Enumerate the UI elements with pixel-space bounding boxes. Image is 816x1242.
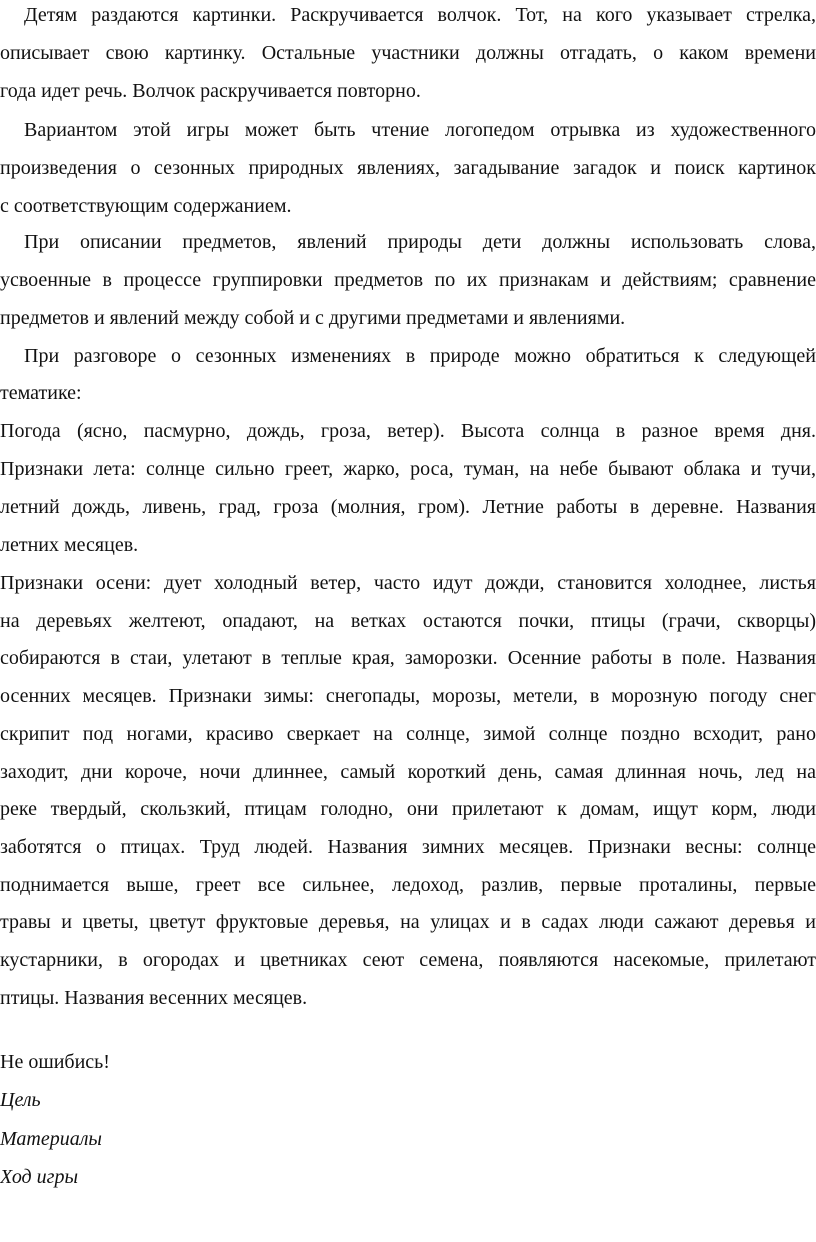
text-line: птицы. Названия весенних месяцев. [0, 987, 308, 1009]
text-line: тематике: [0, 382, 82, 404]
text-line: реке твердый, скользкий, птицам голодно, они прилетают к домам, ищут корм, люди [0, 798, 816, 820]
text-line: произведения о сезонных природных явлениях, загадывание загадок и поиск картинок [0, 157, 816, 179]
text-line: Признаки осени: дует холодный ветер, часто идут дожди, становится холоднее, листья [0, 572, 816, 594]
text-line: описывает свою картинку. Остальные участники должны отгадать, о каком времени [0, 42, 816, 64]
text-line: летних месяцев. [0, 534, 139, 556]
text-line: Погода (ясно, пасмурно, дождь, гроза, ветер). Высота солнца в разное время дня. [0, 420, 816, 442]
subheading-goal: Цель [0, 1089, 41, 1111]
text-line: года идет речь. Волчок раскручивается повторно. [0, 80, 421, 102]
text-line: на деревьях желтеют, опадают, на ветках остаются почки, птицы (грачи, скворцы) [0, 610, 816, 632]
text-line: При описании предметов, явлений природы дети должны использовать слова, [24, 231, 816, 253]
text-line: поднимается выше, греет все сильнее, ледоход, разлив, первые проталины, первые [0, 874, 816, 896]
text-line: с соответствующим содержанием. [0, 195, 292, 217]
text-line: травы и цветы, цветут фруктовые деревья, на улицах и в садах люди сажают деревья и [0, 911, 816, 933]
text-line: летний дождь, ливень, град, гроза (молния, гром). Летние работы в деревне. Названия [0, 496, 816, 518]
text-line: Признаки лета: солнце сильно греет, жарко, роса, туман, на небе бывают облака и тучи, [0, 458, 816, 480]
text-line: кустарники, в огородах и цветниках сеют семена, появляются насекомые, прилетают [0, 949, 816, 971]
text-line: усвоенные в процессе группировки предметов по их признакам и действиям; сравнение [0, 269, 816, 291]
text-line: Детям раздаются картинки. Раскручивается волчок. Тот, на кого указывает стрелка, [24, 4, 816, 26]
subheading-game-flow: Ход игры [0, 1166, 79, 1188]
text-line: предметов и явлений между собой и с другими предметами и явлениями. [0, 307, 626, 329]
section-heading: Не ошибись! [0, 1051, 110, 1073]
text-line: При разговоре о сезонных изменениях в природе можно обратиться к следующей [24, 345, 816, 367]
subheading-materials: Материалы [0, 1128, 102, 1150]
text-line: заходит, дни короче, ночи длиннее, самый короткий день, самая длинная ночь, лед на [0, 761, 816, 783]
text-line: скрипит под ногами, красиво сверкает на солнце, зимой солнце поздно всходит, рано [0, 723, 816, 745]
text-line: заботятся о птицах. Труд людей. Названия зимних месяцев. Признаки весны: солнце [0, 836, 816, 858]
text-line: собираются в стаи, улетают в теплые края, заморозки. Осенние работы в поле. Названия [0, 647, 816, 669]
text-line: Вариантом этой игры может быть чтение логопедом отрывка из художественного [24, 119, 816, 141]
text-line: осенних месяцев. Признаки зимы: снегопады, морозы, метели, в морозную погоду снег [0, 685, 816, 707]
